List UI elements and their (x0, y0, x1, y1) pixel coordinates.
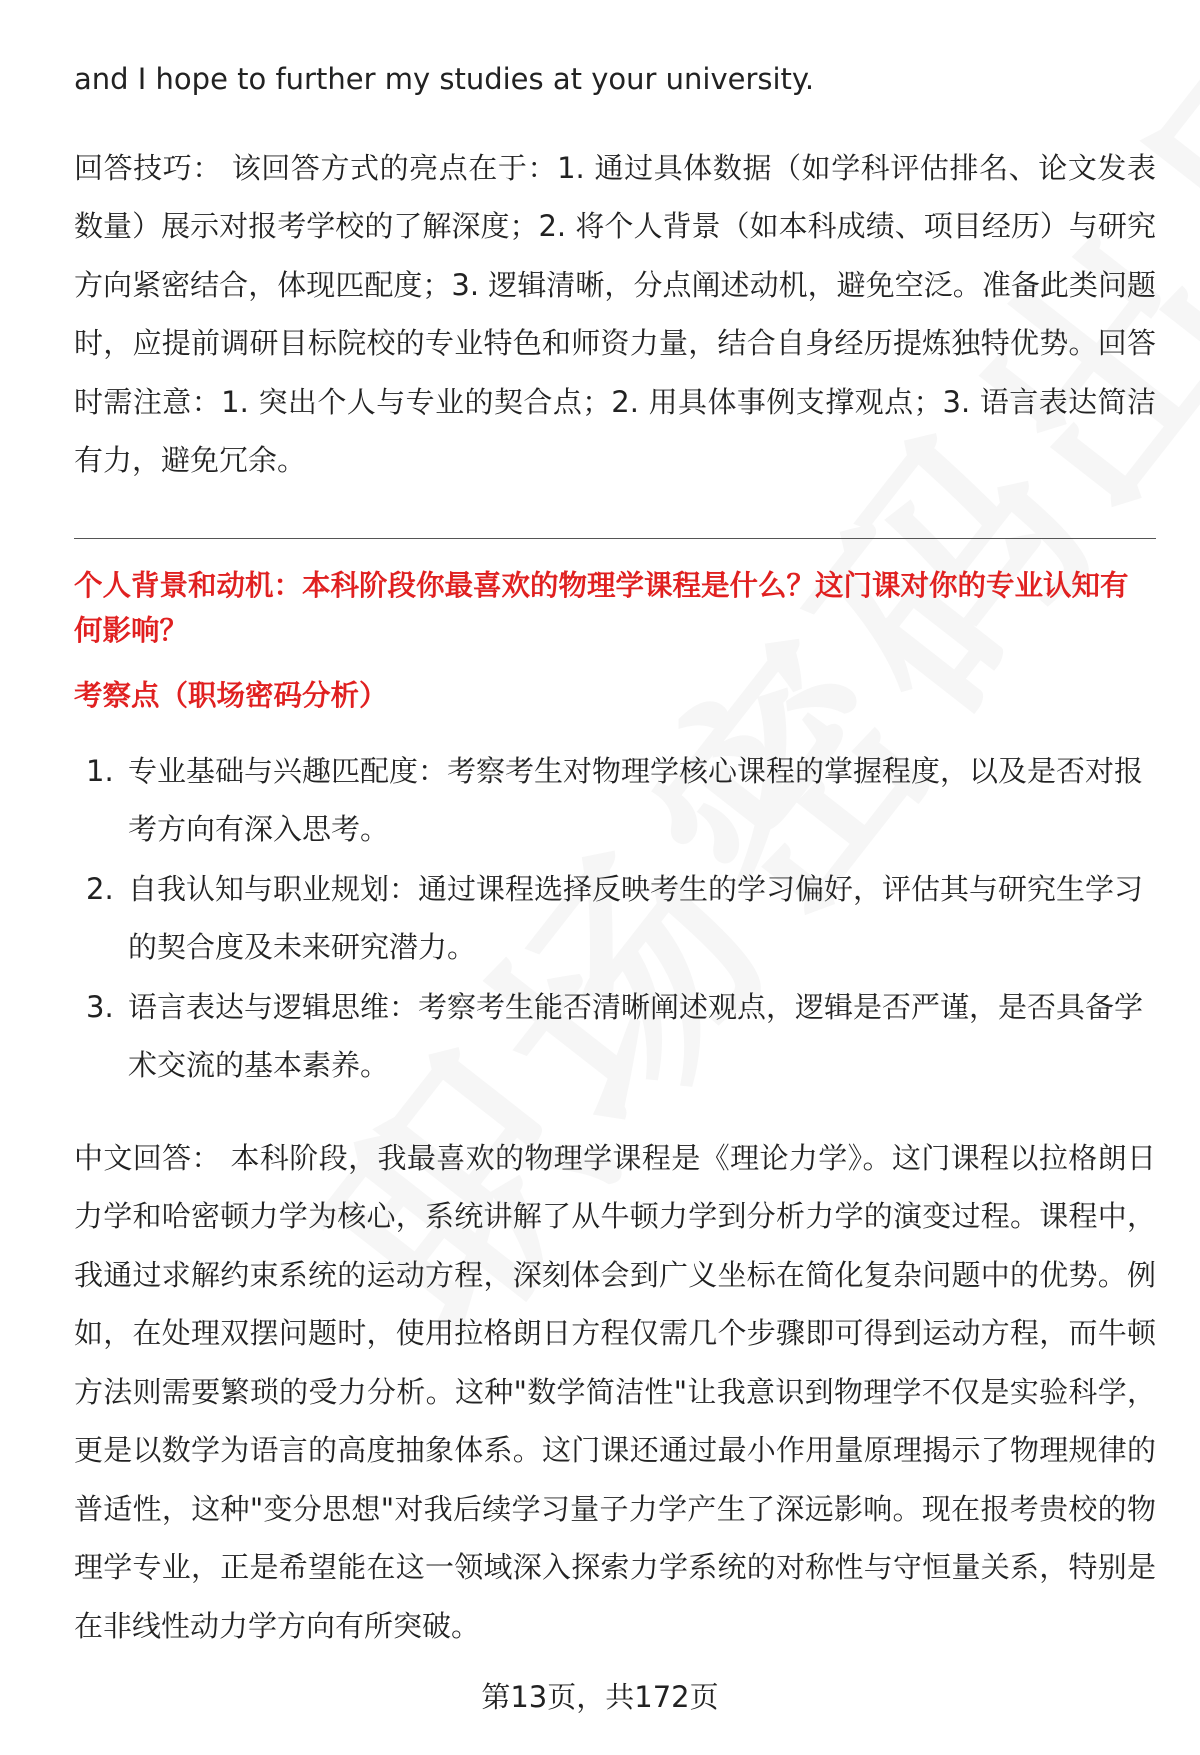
list-number: 3. (86, 989, 114, 1024)
points-list (74, 742, 1156, 1095)
question-heading: 个人背景和动机：本科阶段你最喜欢的物理学课程是什么？这门课对你的专业认知有何影响？ (74, 568, 1129, 647)
answer-tips-paragraph: 回答技巧： 该回答方式的亮点在于：1. 通过具体数据（如学科评估排名、论文发表数量）展示对报考学校的了解深度；2. 将个人背景（如本科成绩、项目经历）与研究方向紧密结合，体现匹配度；3. 逻辑清晰，分点阐述动机，避免空泛。准备此类问题时，应提前调研目标院校的专业特色和师资力量，结合自身经历提炼独特优势。回答时需注意：1. 突出个人与专业的契合点；2. 用具体事例支撑观点；3. 语言表达简洁有力，避免冗余。 (74, 150, 1156, 477)
list-item-text: 语言表达与逻辑思维：考察考生能否清晰阐述观点，逻辑是否严谨，是否具备学术交流的基本素养。 (128, 989, 1144, 1082)
intro-line: and I hope to further my studies at your university. (74, 62, 815, 96)
chinese-answer-paragraph: 中文回答： 本科阶段，我最喜欢的物理学课程是《理论力学》。这门课程以拉格朗日力学和哈密顿力学为核心，系统讲解了从牛顿力学到分析力学的演变过程。课程中，我通过求解约束系统的运动方程，深刻体会到广义坐标在简化复杂问题中的优势。例如，在处理双摆问题时，使用拉格朗日方程仅需几个步骤即可得到运动方程，而牛顿方法则需要繁琐的受力分析。这种"数学简洁性"让我意识到物理学不仅是实验科学，更是以数学为语言的高度抽象体系。这门课还通过最小作用量原理揭示了物理规律的普适性，这种"变分思想"对我后续学习量子力学产生了深远影响。现在报考贵校的物理学专业，正是希望能在这一领域深入探索力学系统的对称性与守恒量关系，特别是在非线性动力学方向有所突破。 (74, 1140, 1156, 1643)
points-heading: 考察点（职场密码分析） (74, 678, 388, 712)
list-item-text: 自我认知与职业规划：通过课程选择反映考生的学习偏好，评估其与研究生学习的契合度及未来研究潜力。 (128, 871, 1144, 964)
section-divider (74, 538, 1156, 539)
page-number-footer: 第13页，共172页 (481, 1680, 719, 1714)
list-item (74, 978, 1156, 1095)
list-item-text: 专业基础与兴趣匹配度：考察考生对物理学核心课程的掌握程度，以及是否对报考方向有深入思考。 (128, 753, 1144, 846)
list-number: 1. (86, 753, 114, 788)
list-item (74, 742, 1156, 859)
list-item (74, 860, 1156, 977)
document-page (74, 50, 1156, 1655)
list-number: 2. (86, 871, 114, 906)
